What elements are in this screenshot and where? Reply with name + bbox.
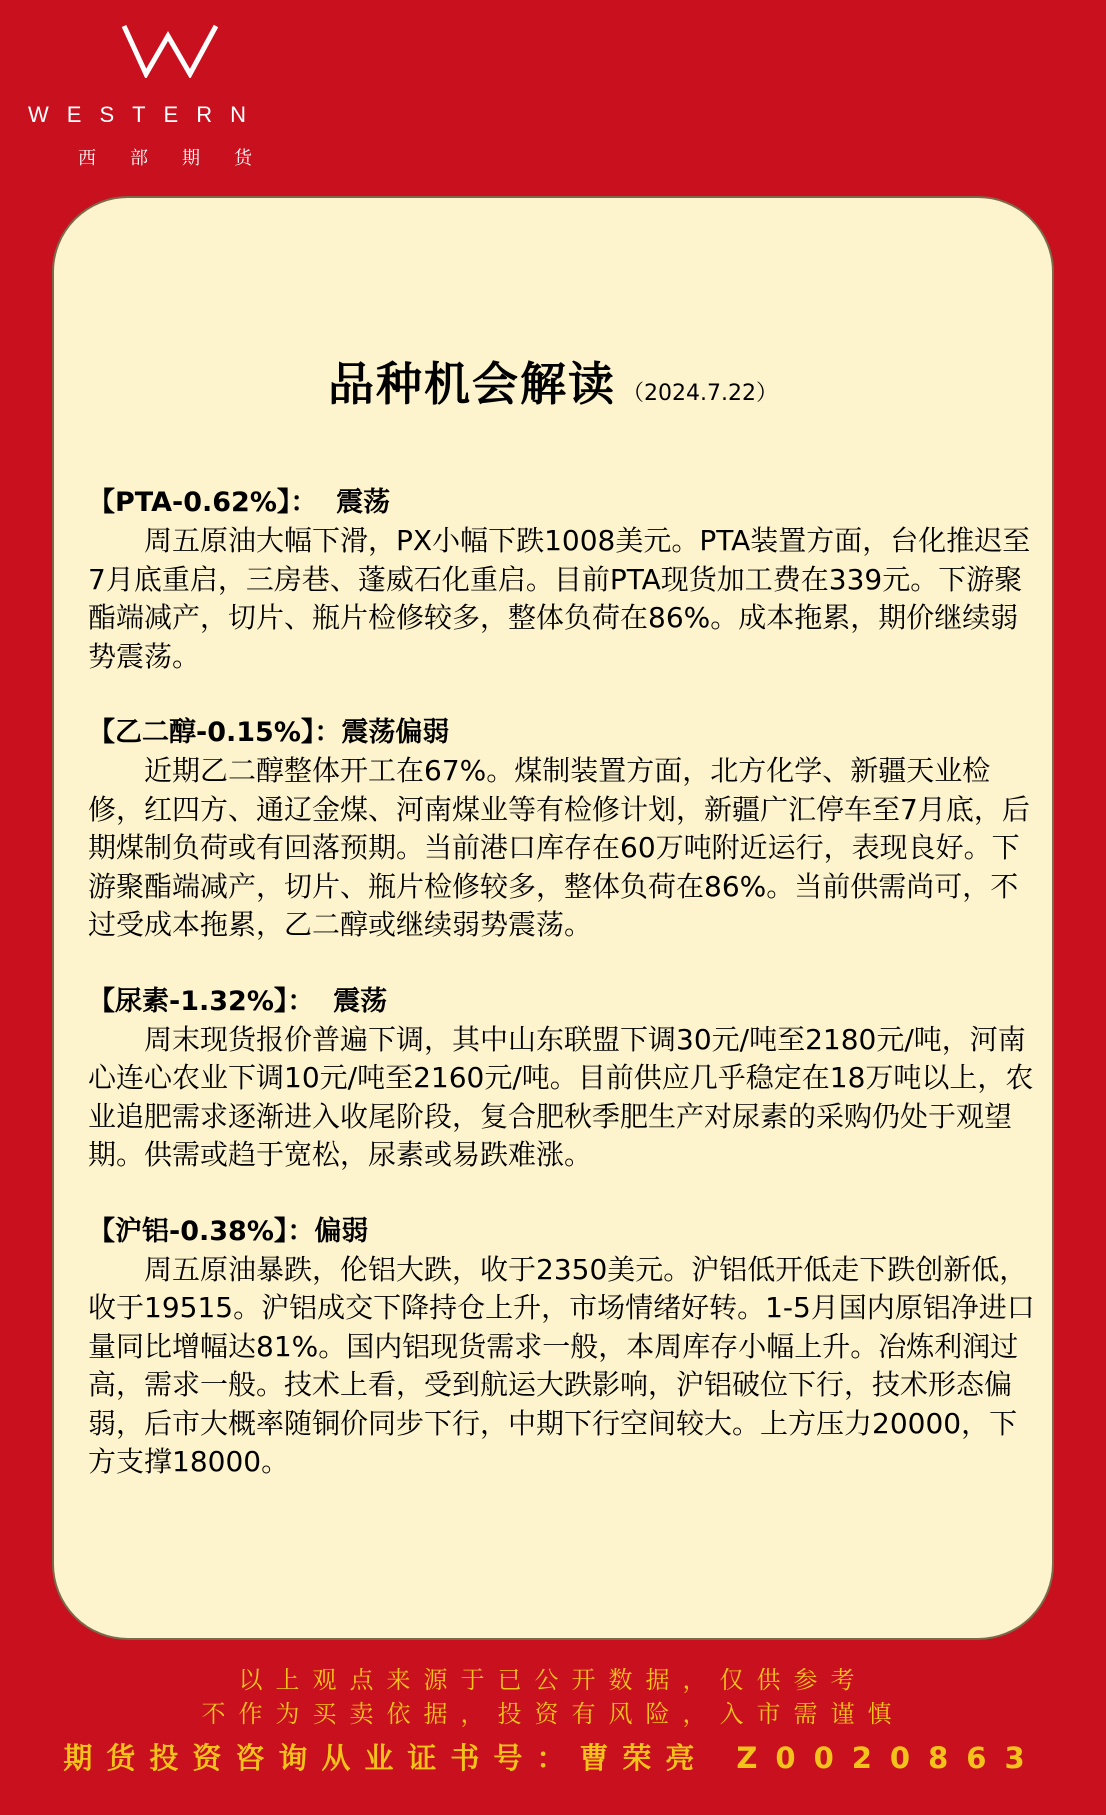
brand-name-en: WESTERN: [28, 102, 264, 127]
disclaimer-line-2: 不作为买卖依据，投资有风险，入市需谨慎: [201, 1700, 905, 1728]
section-heading: 【PTA-0.62%】： 震荡: [88, 487, 391, 518]
brand-name-cn: 西部期货: [78, 148, 286, 169]
section-body: 周五原油大幅下滑，PX小幅下跌1008美元。PTA装置方面，台化推迟至7月底重启，三房巷、蓬威石化重启。目前PTA现货加工费在339元。下游聚酯端减产，切片、瓶片检修较多，整体负荷在86%。成本拖累，期价继续弱势震荡。: [88, 524, 1031, 673]
section-pta: [88, 484, 1036, 676]
content-card: [52, 196, 1054, 1640]
page-title: 品种机会解读: [328, 357, 617, 411]
section-heading: 【尿素-1.32%】： 震荡: [88, 985, 388, 1017]
section-body: 近期乙二醇整体开工在67%。煤制装置方面，北方化学、新疆天业检修，红四方、通辽金煤、河南煤业等有检修计划，新疆广汇停车至7月底，后期煤制负荷或有回落预期。当前港口库存在60万吨附近运行，表现良好。下游聚酯端减产，切片、瓶片检修较多，整体负荷在86%。当前供需尚可，不过受成本拖累，乙二醇或继续弱势震荡。: [88, 754, 1030, 941]
section-body: 周五原油暴跌，伦铝大跌，收于2350美元。沪铝低开低走下跌创新低，收于19515。沪铝成交下降持仓上升，市场情绪好转。1-5月国内原铝净进口量同比增幅达81%。国内铝现货需求一般，本周库存小幅上升。冶炼利润过高，需求一般。技术上看，受到航运大跌影响，沪铝破位下行，技术形态偏弱，后市大概率随铜价同步下行，中期下行空间较大。上方压力20000，下方支撑18000。: [88, 1252, 1035, 1478]
section-body: 周末现货报价普遍下调，其中山东联盟下调30元/吨至2180元/吨，河南心连心农业下调10元/吨至2160元/吨。目前供应几乎稳定在18万吨以上，农业追肥需求逐渐进入收尾阶段，复合肥秋季肥生产对尿素的采购仍处于观望期。供需或趋于宽松，尿素或易跌难涨。: [88, 1022, 1034, 1171]
sections: [88, 484, 1036, 1520]
section-heading: 【沪铝-0.38%】：偏弱: [88, 1215, 369, 1247]
section-aluminum: [88, 1213, 1036, 1482]
title-row: [54, 348, 1052, 414]
page-date: （2024.7.22）: [622, 381, 778, 406]
certificate-label: 期货投资咨询从业证书号：曹荣亮: [63, 1741, 709, 1775]
section-heading: 【乙二醇-0.15%】：震荡偏弱: [88, 717, 450, 748]
certificate-line: [0, 1736, 1106, 1777]
western-logo: [28, 20, 318, 170]
section-urea: [88, 983, 1036, 1175]
section-ethylene-glycol: [88, 714, 1036, 945]
w-logo-icon: [120, 24, 220, 78]
disclaimer-line-1: 以上观点来源于已公开数据，仅供参考: [238, 1666, 868, 1694]
certificate-number: Z0020863: [736, 1741, 1043, 1775]
